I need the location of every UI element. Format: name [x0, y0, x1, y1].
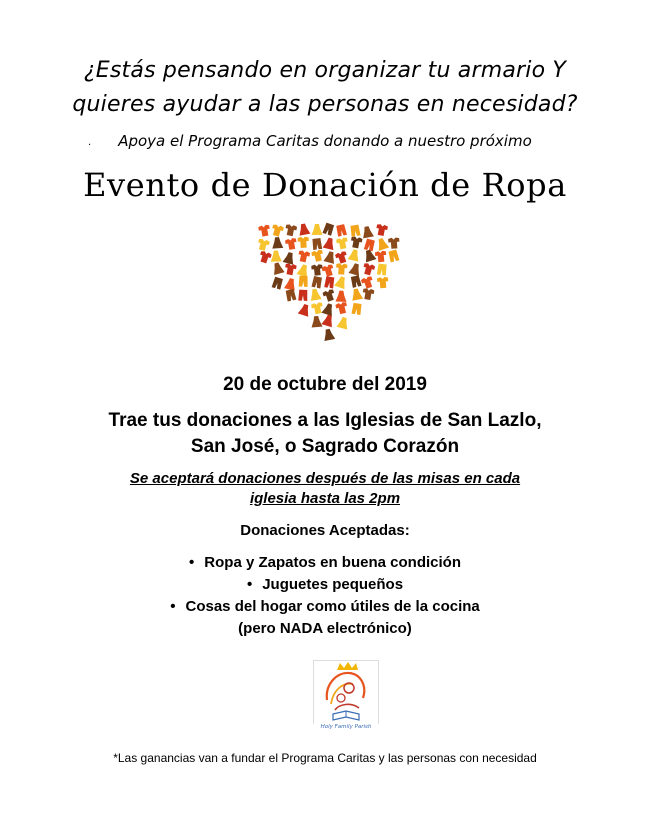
- clothing-piece-icon: [311, 224, 322, 235]
- clothing-piece-icon: [298, 223, 311, 236]
- clothing-piece-icon: [362, 262, 376, 276]
- donation-item-label: Ropa y Zapatos en buena condición: [204, 554, 461, 571]
- clothing-piece-icon: [361, 226, 374, 239]
- clothing-piece-icon: [336, 237, 349, 250]
- bring-donations-line-2: San José, o Sagrado Corazón: [190, 436, 460, 457]
- bring-donations-line-1: Trae tus donaciones a las Iglesias de San Lazlo,: [108, 410, 542, 431]
- clothing-piece-icon: [298, 303, 312, 317]
- accepted-note-line-2: iglesia hasta las 2pm: [249, 490, 401, 507]
- bullet-icon: •: [170, 598, 176, 615]
- clothing-piece-icon: [322, 289, 336, 303]
- clothing-piece-icon: [348, 262, 362, 276]
- support-line: Apoya el Programa Caritas donando a nuestro próximo: [118, 132, 532, 150]
- logo-caption: Holy Family Parish: [320, 724, 372, 730]
- clothing-piece-icon: [285, 289, 296, 302]
- clothing-piece-icon: [377, 277, 389, 289]
- list-item: [0, 596, 650, 618]
- bullet-icon: •: [189, 554, 195, 571]
- clothing-piece-icon: [311, 249, 324, 262]
- clothing-piece-icon: [271, 261, 285, 275]
- clothing-piece-icon: [324, 276, 335, 288]
- clothing-piece-icon: [322, 222, 334, 235]
- question-line-1: ¿Estás pensando en organizar tu armario Y: [83, 58, 567, 83]
- clothing-piece-icon: [299, 276, 308, 287]
- clothing-piece-icon: [348, 248, 361, 261]
- clothing-piece-icon: [364, 238, 375, 251]
- accepted-note-line-1: Se aceptará donaciones después de las misas en cada: [129, 470, 521, 487]
- donation-item-note: (pero NADA electrónico): [238, 620, 412, 637]
- list-item-note: [0, 618, 650, 640]
- logo-icon: [313, 660, 379, 724]
- holy-family-parish-logo: [313, 660, 379, 738]
- clothing-piece-icon: [322, 328, 335, 341]
- event-date: 20 de octubre del 2019: [223, 374, 427, 395]
- clothing-piece-icon: [272, 277, 284, 290]
- clothing-piece-icon: [270, 250, 281, 261]
- donation-list: [0, 552, 650, 640]
- clothing-piece-icon: [335, 301, 348, 314]
- clothing-piece-icon: [362, 288, 375, 301]
- clothing-piece-icon: [256, 238, 270, 252]
- clothing-piece-icon: [336, 263, 348, 275]
- clothing-piece-icon: [375, 237, 389, 251]
- clothing-piece-icon: [335, 251, 349, 265]
- clothing-piece-icon: [258, 250, 272, 264]
- clothing-piece-icon: [285, 238, 298, 251]
- clothing-piece-icon: [284, 277, 297, 290]
- clothing-piece-icon: [350, 225, 361, 237]
- clothing-piece-icon: [298, 236, 310, 248]
- clothing-piece-icon: [311, 276, 322, 289]
- clothing-piece-icon: [323, 250, 336, 263]
- clothing-piece-icon: [321, 264, 335, 278]
- clothing-piece-icon: [309, 288, 322, 301]
- clothing-piece-icon: [375, 224, 388, 237]
- clothing-piece-icon: [350, 236, 363, 249]
- clothing-piece-icon: [284, 224, 297, 237]
- clothing-piece-icon: [283, 251, 296, 264]
- clothing-piece-icon: [323, 237, 336, 250]
- clothing-piece-icon: [336, 224, 347, 237]
- clothing-piece-icon: [377, 263, 387, 275]
- question-line-2: quieres ayudar a las personas en necesidad?: [72, 92, 578, 117]
- bullet-icon: •: [246, 576, 253, 593]
- clothing-piece-icon: [321, 302, 335, 316]
- clothing-piece-icon: [272, 237, 284, 249]
- clothing-piece-icon: [337, 316, 350, 329]
- donations-heading: Donaciones Aceptadas:: [240, 522, 410, 539]
- clothing-piece-icon: [350, 275, 361, 288]
- clothing-piece-icon: [311, 316, 323, 328]
- clothing-heart-icon: [254, 220, 404, 365]
- list-item: [0, 552, 650, 574]
- event-title: Evento de Donación de Ropa: [83, 166, 567, 204]
- clothing-piece-icon: [350, 288, 363, 301]
- clothing-heart-graphic: [254, 220, 404, 365]
- clothing-piece-icon: [311, 264, 323, 276]
- crown-icon: [337, 662, 358, 670]
- clothing-piece-icon: [298, 290, 308, 301]
- clothing-piece-icon: [352, 303, 362, 315]
- footer-note: *Las ganancias van a fundar el Programa Caritas y las personas con necesidad: [113, 751, 537, 765]
- clothing-piece-icon: [258, 224, 271, 237]
- clothing-piece-icon: [321, 314, 335, 328]
- clothing-piece-icon: [335, 291, 346, 302]
- list-item: [0, 574, 650, 596]
- donation-item-label: Cosas del hogar como útiles de la cocina: [185, 598, 480, 615]
- bullet-dot: ·: [88, 140, 92, 151]
- clothing-piece-icon: [388, 237, 400, 249]
- donation-item-label: Juguetes pequeños: [262, 576, 404, 593]
- clothing-piece-icon: [375, 250, 387, 262]
- clothing-piece-icon: [296, 263, 310, 277]
- clothing-piece-icon: [284, 263, 297, 276]
- clothing-piece-icon: [297, 250, 310, 263]
- clothing-piece-icon: [312, 238, 322, 250]
- clothing-piece-icon: [388, 249, 399, 262]
- clothing-piece-icon: [361, 276, 375, 290]
- clothing-piece-icon: [271, 224, 284, 237]
- clothing-piece-icon: [334, 275, 348, 289]
- clothing-piece-icon: [363, 249, 377, 263]
